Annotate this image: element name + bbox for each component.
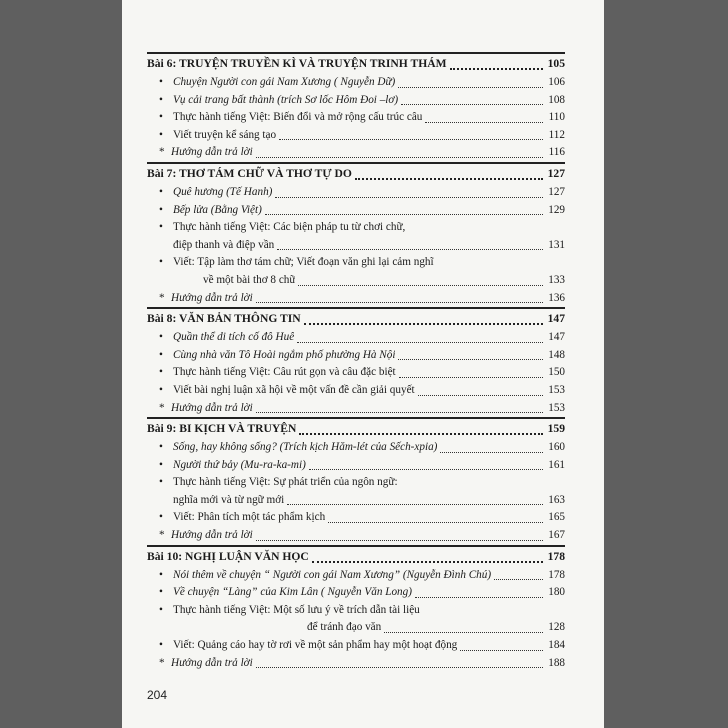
entry-page-number: 163 <box>548 493 565 506</box>
entry-page-number: 161 <box>548 458 565 471</box>
section-heading-row[interactable] <box>147 54 565 74</box>
bullet-marker: • <box>159 111 163 124</box>
entry-title: Thực hành tiếng Việt: Một số lưu ý về trích dẫn tài liệu <box>173 603 420 616</box>
toc-entry[interactable] <box>147 400 565 418</box>
toc-entry[interactable] <box>147 602 565 620</box>
entry-title: Vụ cải trang bất thành (trích Sơ lốc Hôm Đoi –lơ) <box>173 93 399 106</box>
entry-title: Nói thêm về chuyện “ Người con gái Nam Xương” (Nguyễn Đình Chú) <box>173 568 492 581</box>
bullet-marker: • <box>159 128 163 141</box>
dot-leader <box>494 578 543 580</box>
dot-leader <box>298 284 543 286</box>
toc-section <box>147 417 565 545</box>
dot-leader <box>401 103 543 105</box>
bullet-marker: • <box>159 76 163 88</box>
toc-section <box>147 52 565 162</box>
entry-page-number: 165 <box>548 511 565 524</box>
section-heading: Bài 6: TRUYỆN TRUYỀN KÌ VÀ TRUYỆN TRINH THÁM <box>147 57 447 70</box>
entry-page-number: 150 <box>548 366 565 379</box>
bullet-marker: • <box>159 568 163 581</box>
toc-entry[interactable] <box>147 109 565 127</box>
toc-entry[interactable] <box>147 457 565 475</box>
bullet-marker: • <box>159 331 163 344</box>
bullet-marker: • <box>159 185 163 198</box>
entry-title: Viết: Quảng cáo hay tờ rơi về một sản phẩm hay một hoạt động <box>173 639 458 652</box>
entry-title: Sống, hay không sống? (Trích kịch Hăm-lét của Sếch-xpia) <box>173 441 438 454</box>
toc-entry[interactable] <box>147 127 565 145</box>
entry-page-number: 153 <box>548 383 565 396</box>
entry-page-number: 180 <box>548 586 565 599</box>
dot-leader <box>256 301 543 303</box>
entry-title: Chuyện Người con gái Nam Xương ( Nguyễn Dữ) <box>173 76 396 88</box>
toc-entry-continuation[interactable] <box>147 272 565 290</box>
section-page-number: 127 <box>547 166 565 180</box>
dot-leader <box>384 631 543 633</box>
toc-entry[interactable] <box>147 202 565 220</box>
toc-section <box>147 307 565 417</box>
section-heading-row[interactable] <box>147 419 565 439</box>
bullet-marker: • <box>159 476 163 489</box>
bullet-marker: • <box>159 256 163 269</box>
dot-leader <box>256 156 543 158</box>
dot-leader <box>287 503 543 505</box>
dot-leader <box>256 666 543 668</box>
entry-title: Viết truyện kể sáng tạo <box>173 128 277 141</box>
entry-page-number: 178 <box>548 568 565 581</box>
entry-page-number: 188 <box>548 656 565 669</box>
bullet-marker: • <box>159 221 163 234</box>
entry-title: Người thứ bảy (Mu-ra-ka-mi) <box>173 458 306 471</box>
entry-page-number: 133 <box>548 273 565 286</box>
bullet-marker: • <box>159 441 163 454</box>
entry-title: Thực hành tiếng Việt: Câu rút gọn và câu đặc biệt <box>173 366 396 379</box>
entry-page-number: 153 <box>548 401 565 414</box>
bullet-marker: • <box>159 203 163 216</box>
toc-entry[interactable] <box>147 382 565 400</box>
toc-entry[interactable] <box>147 92 565 110</box>
asterisk-marker: * <box>159 656 165 669</box>
section-page-number: 105 <box>547 57 565 70</box>
section-heading-row[interactable] <box>147 547 565 567</box>
toc-entry-continuation[interactable] <box>147 492 565 510</box>
entry-title-continuation: nghĩa mới và từ ngữ mới <box>173 493 285 506</box>
left-background <box>0 0 122 728</box>
dot-leader <box>398 358 543 360</box>
toc-entry[interactable] <box>147 329 565 347</box>
toc-entry-continuation[interactable] <box>147 619 565 637</box>
toc-entry[interactable] <box>147 74 565 92</box>
dot-leader <box>297 341 543 343</box>
dot-leader <box>399 376 543 378</box>
dot-leader <box>460 649 543 651</box>
entry-page-number: 148 <box>548 348 565 361</box>
toc-entry[interactable] <box>147 655 565 673</box>
section-heading-row[interactable] <box>147 309 565 329</box>
toc-section <box>147 545 565 673</box>
table-of-contents <box>147 52 565 672</box>
entry-page-number: 160 <box>548 441 565 454</box>
entry-title: Cùng nhà văn Tô Hoài ngắm phố phường Hà Nội <box>173 348 396 361</box>
toc-entry[interactable] <box>147 439 565 457</box>
entry-title: Hướng dẫn trả lời <box>171 529 253 542</box>
dot-leader <box>309 468 543 470</box>
bullet-marker: • <box>159 511 163 524</box>
entry-title: Thực hành tiếng Việt: Sự phát triển của ngôn ngữ: <box>173 476 398 489</box>
entry-page-number: 184 <box>548 639 565 652</box>
toc-entry[interactable] <box>147 290 565 308</box>
entry-title: Hướng dẫn trả lời <box>171 656 253 669</box>
dot-leader <box>450 67 543 70</box>
toc-entry[interactable] <box>147 347 565 365</box>
section-heading: Bài 8: VĂN BẢN THÔNG TIN <box>147 312 301 326</box>
section-heading: Bài 9: BI KỊCH VÀ TRUYỆN <box>147 422 297 436</box>
bullet-marker: • <box>159 383 163 396</box>
dot-leader <box>312 560 543 563</box>
entry-title: Thực hành tiếng Việt: Các biện pháp tu từ chơi chữ, <box>173 221 406 234</box>
section-page-number: 178 <box>547 549 565 563</box>
dot-leader <box>328 521 543 523</box>
bullet-marker: • <box>159 93 163 106</box>
entry-title: Bếp lửa (Bằng Việt) <box>173 203 262 216</box>
toc-entry[interactable] <box>147 219 565 237</box>
entry-page-number: 136 <box>548 291 565 304</box>
entry-title: Hướng dẫn trả lời <box>171 291 253 304</box>
dot-leader <box>256 539 543 541</box>
entry-title: Viết: Phân tích một tác phẩm kịch <box>173 511 326 524</box>
dot-leader <box>425 121 543 123</box>
toc-entry-continuation[interactable] <box>147 237 565 255</box>
dot-leader <box>355 177 543 180</box>
dot-leader <box>279 138 543 140</box>
dot-leader <box>415 596 543 598</box>
dot-leader <box>277 248 543 250</box>
section-heading: Bài 10: NGHỊ LUẬN VĂN HỌC <box>147 549 309 563</box>
dot-leader <box>256 411 543 413</box>
dot-leader <box>265 213 543 215</box>
dot-leader <box>418 394 543 396</box>
entry-title: Thực hành tiếng Việt: Biến đổi và mở rộng cấu trúc câu <box>173 111 423 124</box>
entry-page-number: 128 <box>548 621 565 634</box>
toc-entry[interactable] <box>147 584 565 602</box>
section-page-number: 147 <box>547 312 565 326</box>
dot-leader <box>304 322 543 325</box>
entry-title-continuation: để tránh đạo văn <box>307 621 382 634</box>
entry-title-continuation: về một bài thơ 8 chữ <box>203 273 296 286</box>
section-heading-row[interactable] <box>147 164 565 184</box>
right-background <box>604 0 728 728</box>
entry-title-continuation: điệp thanh và điệp vần <box>173 238 275 251</box>
entry-page-number: 116 <box>548 146 565 159</box>
bullet-marker: • <box>159 639 163 652</box>
bullet-marker: • <box>159 348 163 361</box>
entry-page-number: 106 <box>548 76 565 88</box>
section-heading: Bài 7: THƠ TÁM CHỮ VÀ THƠ TỰ DO <box>147 166 352 180</box>
entry-page-number: 131 <box>548 238 565 251</box>
dot-leader <box>299 432 543 435</box>
toc-entry[interactable] <box>147 527 565 545</box>
dot-leader <box>440 451 543 453</box>
entry-title: Viết: Tập làm thơ tám chữ; Viết đoạn văn ghi lại cảm nghĩ <box>173 256 434 269</box>
book-page <box>122 0 604 728</box>
entry-page-number: 110 <box>548 111 565 124</box>
entry-page-number: 167 <box>548 529 565 542</box>
bullet-marker: • <box>159 586 163 599</box>
bullet-marker: • <box>159 366 163 379</box>
toc-entry[interactable] <box>147 509 565 527</box>
entry-title: Về chuyện “Làng” của Kim Lân ( Nguyễn Văn Long) <box>173 586 412 599</box>
toc-entry[interactable] <box>147 637 565 655</box>
toc-entry[interactable] <box>147 184 565 202</box>
entry-title: Quần thể di tích cố đô Huế <box>173 331 295 344</box>
dot-leader <box>398 86 543 88</box>
toc-entry[interactable] <box>147 474 565 492</box>
entry-title: Viết bài nghị luận xã hội về một vấn đề cần giải quyết <box>173 383 415 396</box>
asterisk-marker: * <box>159 401 165 414</box>
entry-title: Hướng dẫn trả lời <box>171 401 253 414</box>
toc-section <box>147 162 565 307</box>
entry-title: Quê hương (Tế Hanh) <box>173 185 273 198</box>
toc-entry[interactable] <box>147 254 565 272</box>
asterisk-marker: * <box>159 146 165 159</box>
entry-title: Hướng dẫn trả lời <box>171 146 253 159</box>
page-number: 204 <box>147 688 168 702</box>
bullet-marker: • <box>159 458 163 471</box>
toc-entry[interactable] <box>147 364 565 382</box>
asterisk-marker: * <box>159 291 165 304</box>
asterisk-marker: * <box>159 529 165 542</box>
entry-page-number: 129 <box>548 203 565 216</box>
entry-page-number: 127 <box>548 185 565 198</box>
entry-page-number: 147 <box>548 331 565 344</box>
section-page-number: 159 <box>547 422 565 436</box>
entry-page-number: 112 <box>548 128 565 141</box>
bullet-marker: • <box>159 603 163 616</box>
toc-entry[interactable] <box>147 567 565 585</box>
entry-page-number: 108 <box>548 93 565 106</box>
dot-leader <box>275 196 543 198</box>
toc-entry[interactable] <box>147 144 565 162</box>
